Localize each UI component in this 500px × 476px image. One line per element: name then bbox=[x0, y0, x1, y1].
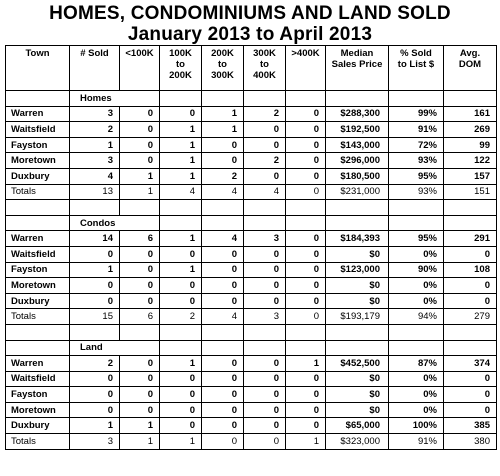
cell-town: Moretown bbox=[6, 402, 70, 418]
col-100-200 bbox=[160, 46, 202, 91]
cell-town: Duxbury bbox=[6, 293, 70, 309]
cell-town: Warren bbox=[6, 356, 70, 372]
empty-cell bbox=[160, 340, 202, 356]
cell-dom: 0 bbox=[444, 293, 497, 309]
cell-r1: 0 bbox=[160, 418, 202, 434]
report-title: HOMES, CONDOMINIUMS AND LAND SOLD bbox=[49, 3, 451, 24]
col-median-l1: Median bbox=[340, 48, 374, 59]
cell-r1: 1 bbox=[160, 137, 202, 153]
totals-dom: 380 bbox=[444, 434, 497, 450]
totals-town: Totals bbox=[6, 434, 70, 450]
cell-gt400: 0 bbox=[286, 153, 326, 169]
section-label-row bbox=[6, 91, 497, 107]
report-subtitle: January 2013 to April 2013 bbox=[127, 24, 373, 45]
empty-cell bbox=[244, 91, 286, 107]
cell-median: $143,000 bbox=[326, 137, 389, 153]
totals-dom: 151 bbox=[444, 184, 497, 200]
cell-r1: 0 bbox=[160, 278, 202, 294]
cell-town: Fayston bbox=[6, 387, 70, 403]
empty-cell bbox=[6, 324, 70, 340]
cell-lt100: 1 bbox=[120, 168, 160, 184]
cell-r3: 0 bbox=[244, 293, 286, 309]
cell-r3: 0 bbox=[244, 122, 286, 138]
empty-cell bbox=[202, 324, 244, 340]
empty-cell bbox=[444, 200, 497, 216]
cell-lt100: 0 bbox=[120, 371, 160, 387]
sales-table bbox=[5, 45, 497, 450]
cell-sold: 0 bbox=[70, 371, 120, 387]
cell-pct: 93% bbox=[389, 153, 444, 169]
empty-cell bbox=[286, 91, 326, 107]
empty-cell bbox=[444, 215, 497, 231]
cell-r3: 0 bbox=[244, 262, 286, 278]
cell-r3: 2 bbox=[244, 153, 286, 169]
totals-r1: 1 bbox=[160, 434, 202, 450]
cell-median: $0 bbox=[326, 371, 389, 387]
cell-dom: 122 bbox=[444, 153, 497, 169]
cell-r1: 1 bbox=[160, 122, 202, 138]
cell-sold: 14 bbox=[70, 231, 120, 247]
table-row bbox=[6, 262, 497, 278]
cell-gt400: 0 bbox=[286, 418, 326, 434]
cell-gt400: 0 bbox=[286, 387, 326, 403]
cell-r2: 4 bbox=[202, 231, 244, 247]
cell-r2: 0 bbox=[202, 356, 244, 372]
cell-lt100: 1 bbox=[120, 418, 160, 434]
spacer-row bbox=[6, 324, 497, 340]
cell-median: $288,300 bbox=[326, 106, 389, 122]
col-200-300-l2: to bbox=[218, 59, 227, 70]
cell-gt400: 0 bbox=[286, 168, 326, 184]
cell-sold: 0 bbox=[70, 246, 120, 262]
empty-cell bbox=[70, 324, 120, 340]
cell-sold: 0 bbox=[70, 387, 120, 403]
cell-r1: 0 bbox=[160, 371, 202, 387]
cell-r1: 1 bbox=[160, 356, 202, 372]
empty-cell bbox=[326, 91, 389, 107]
empty-cell bbox=[202, 340, 244, 356]
empty-cell bbox=[389, 91, 444, 107]
cell-median: $123,000 bbox=[326, 262, 389, 278]
cell-r2: 0 bbox=[202, 246, 244, 262]
cell-town: Moretown bbox=[6, 278, 70, 294]
empty-cell bbox=[160, 324, 202, 340]
spacer-row bbox=[6, 200, 497, 216]
col-100-200-l2: to bbox=[176, 59, 185, 70]
empty-cell bbox=[389, 215, 444, 231]
table-row bbox=[6, 356, 497, 372]
col-100-200-l3: 200K bbox=[169, 70, 192, 81]
cell-r2: 0 bbox=[202, 153, 244, 169]
cell-town: Warren bbox=[6, 106, 70, 122]
cell-gt400: 0 bbox=[286, 278, 326, 294]
col-200-300 bbox=[202, 46, 244, 91]
table-row bbox=[6, 137, 497, 153]
totals-sold: 15 bbox=[70, 309, 120, 325]
cell-r2: 0 bbox=[202, 371, 244, 387]
cell-sold: 4 bbox=[70, 168, 120, 184]
cell-gt400: 0 bbox=[286, 231, 326, 247]
cell-pct: 95% bbox=[389, 231, 444, 247]
empty-cell bbox=[160, 215, 202, 231]
cell-pct: 72% bbox=[389, 137, 444, 153]
col-sold: # Sold bbox=[70, 46, 120, 91]
cell-r1: 0 bbox=[160, 293, 202, 309]
col-300-400-l2: to bbox=[260, 59, 269, 70]
cell-r3: 0 bbox=[244, 402, 286, 418]
cell-r3: 0 bbox=[244, 246, 286, 262]
empty-cell bbox=[326, 340, 389, 356]
empty-cell bbox=[244, 340, 286, 356]
cell-sold: 0 bbox=[70, 402, 120, 418]
col-200-300-l1: 200K bbox=[211, 48, 234, 59]
cell-r3: 0 bbox=[244, 387, 286, 403]
cell-r2: 1 bbox=[202, 106, 244, 122]
totals-lt100: 6 bbox=[120, 309, 160, 325]
empty-cell bbox=[444, 340, 497, 356]
empty-cell bbox=[326, 200, 389, 216]
totals-median: $323,000 bbox=[326, 434, 389, 450]
col-300-400-l3: 400K bbox=[253, 70, 276, 81]
totals-town: Totals bbox=[6, 184, 70, 200]
cell-lt100: 0 bbox=[120, 137, 160, 153]
cell-pct: 87% bbox=[389, 356, 444, 372]
table-row bbox=[6, 106, 497, 122]
col-dom-l2: DOM bbox=[458, 59, 482, 70]
cell-r2: 0 bbox=[202, 402, 244, 418]
empty-cell bbox=[444, 324, 497, 340]
empty-cell bbox=[444, 91, 497, 107]
table-row bbox=[6, 231, 497, 247]
cell-r3: 2 bbox=[244, 106, 286, 122]
cell-town: Waitsfield bbox=[6, 122, 70, 138]
cell-lt100: 0 bbox=[120, 106, 160, 122]
cell-pct: 91% bbox=[389, 122, 444, 138]
col-median bbox=[326, 46, 389, 91]
section-label: Land bbox=[70, 340, 160, 356]
col-200-300-l3: 300K bbox=[211, 70, 234, 81]
empty-cell bbox=[70, 200, 120, 216]
cell-r1: 0 bbox=[160, 246, 202, 262]
table-row bbox=[6, 387, 497, 403]
cell-gt400: 1 bbox=[286, 356, 326, 372]
totals-dom: 279 bbox=[444, 309, 497, 325]
cell-dom: 0 bbox=[444, 246, 497, 262]
cell-gt400: 0 bbox=[286, 371, 326, 387]
table-row bbox=[6, 278, 497, 294]
cell-dom: 0 bbox=[444, 278, 497, 294]
cell-dom: 385 bbox=[444, 418, 497, 434]
cell-r1: 1 bbox=[160, 168, 202, 184]
empty-cell bbox=[286, 200, 326, 216]
empty-cell bbox=[202, 200, 244, 216]
totals-pct: 93% bbox=[389, 184, 444, 200]
empty-cell bbox=[326, 215, 389, 231]
cell-dom: 291 bbox=[444, 231, 497, 247]
cell-median: $65,000 bbox=[326, 418, 389, 434]
cell-gt400: 0 bbox=[286, 137, 326, 153]
cell-r3: 3 bbox=[244, 231, 286, 247]
table-row bbox=[6, 122, 497, 138]
col-avg-dom bbox=[444, 46, 497, 91]
cell-dom: 99 bbox=[444, 137, 497, 153]
cell-median: $0 bbox=[326, 387, 389, 403]
cell-pct: 90% bbox=[389, 262, 444, 278]
section-label-row bbox=[6, 215, 497, 231]
table-row bbox=[6, 153, 497, 169]
cell-r3: 0 bbox=[244, 168, 286, 184]
cell-gt400: 0 bbox=[286, 106, 326, 122]
cell-sold: 0 bbox=[70, 293, 120, 309]
totals-r3: 0 bbox=[244, 434, 286, 450]
cell-lt100: 0 bbox=[120, 246, 160, 262]
totals-gt400: 0 bbox=[286, 309, 326, 325]
cell-dom: 161 bbox=[444, 106, 497, 122]
cell-dom: 108 bbox=[444, 262, 497, 278]
table-row bbox=[6, 168, 497, 184]
totals-r2: 0 bbox=[202, 434, 244, 450]
cell-pct: 0% bbox=[389, 293, 444, 309]
totals-row bbox=[6, 184, 497, 200]
cell-lt100: 0 bbox=[120, 262, 160, 278]
cell-sold: 3 bbox=[70, 153, 120, 169]
totals-median: $231,000 bbox=[326, 184, 389, 200]
totals-sold: 3 bbox=[70, 434, 120, 450]
empty-cell bbox=[6, 340, 70, 356]
totals-row bbox=[6, 309, 497, 325]
table-body bbox=[6, 91, 497, 450]
cell-gt400: 0 bbox=[286, 293, 326, 309]
cell-pct: 0% bbox=[389, 402, 444, 418]
empty-cell bbox=[202, 215, 244, 231]
empty-cell bbox=[244, 200, 286, 216]
cell-median: $0 bbox=[326, 246, 389, 262]
empty-cell bbox=[6, 91, 70, 107]
cell-pct: 95% bbox=[389, 168, 444, 184]
cell-gt400: 0 bbox=[286, 122, 326, 138]
cell-lt100: 0 bbox=[120, 356, 160, 372]
cell-gt400: 0 bbox=[286, 262, 326, 278]
cell-lt100: 0 bbox=[120, 387, 160, 403]
table-row bbox=[6, 418, 497, 434]
cell-r3: 0 bbox=[244, 278, 286, 294]
col-town: Town bbox=[6, 46, 70, 91]
empty-cell bbox=[286, 215, 326, 231]
col-lt100: <100K bbox=[120, 46, 160, 91]
cell-r1: 1 bbox=[160, 262, 202, 278]
cell-r2: 0 bbox=[202, 137, 244, 153]
empty-cell bbox=[120, 200, 160, 216]
cell-r2: 0 bbox=[202, 262, 244, 278]
totals-pct: 94% bbox=[389, 309, 444, 325]
totals-town: Totals bbox=[6, 309, 70, 325]
cell-sold: 0 bbox=[70, 278, 120, 294]
empty-cell bbox=[160, 200, 202, 216]
totals-gt400: 0 bbox=[286, 184, 326, 200]
cell-r3: 0 bbox=[244, 371, 286, 387]
cell-lt100: 0 bbox=[120, 278, 160, 294]
totals-r1: 2 bbox=[160, 309, 202, 325]
totals-r2: 4 bbox=[202, 309, 244, 325]
col-gt400: >400K bbox=[286, 46, 326, 91]
table-row bbox=[6, 246, 497, 262]
cell-r3: 0 bbox=[244, 356, 286, 372]
cell-lt100: 0 bbox=[120, 122, 160, 138]
col-300-400-l1: 300K bbox=[253, 48, 276, 59]
col-100-200-l1: 100K bbox=[169, 48, 192, 59]
totals-r2: 4 bbox=[202, 184, 244, 200]
cell-town: Fayston bbox=[6, 137, 70, 153]
section-label-row bbox=[6, 340, 497, 356]
empty-cell bbox=[389, 200, 444, 216]
section-label: Condos bbox=[70, 215, 160, 231]
cell-sold: 2 bbox=[70, 122, 120, 138]
cell-median: $0 bbox=[326, 293, 389, 309]
totals-lt100: 1 bbox=[120, 184, 160, 200]
totals-sold: 13 bbox=[70, 184, 120, 200]
cell-dom: 0 bbox=[444, 371, 497, 387]
totals-gt400: 1 bbox=[286, 434, 326, 450]
cell-median: $452,500 bbox=[326, 356, 389, 372]
cell-pct: 0% bbox=[389, 246, 444, 262]
table-row bbox=[6, 402, 497, 418]
empty-cell bbox=[389, 340, 444, 356]
empty-cell bbox=[326, 324, 389, 340]
cell-r1: 0 bbox=[160, 387, 202, 403]
cell-town: Waitsfield bbox=[6, 371, 70, 387]
cell-town: Waitsfield bbox=[6, 246, 70, 262]
cell-sold: 1 bbox=[70, 262, 120, 278]
cell-pct: 99% bbox=[389, 106, 444, 122]
header-row bbox=[6, 46, 497, 91]
col-pct-sold bbox=[389, 46, 444, 91]
cell-median: $296,000 bbox=[326, 153, 389, 169]
cell-town: Duxbury bbox=[6, 168, 70, 184]
cell-lt100: 0 bbox=[120, 153, 160, 169]
cell-town: Moretown bbox=[6, 153, 70, 169]
cell-gt400: 0 bbox=[286, 402, 326, 418]
cell-r3: 0 bbox=[244, 137, 286, 153]
empty-cell bbox=[202, 91, 244, 107]
cell-r3: 0 bbox=[244, 418, 286, 434]
table-row bbox=[6, 371, 497, 387]
cell-dom: 157 bbox=[444, 168, 497, 184]
cell-dom: 0 bbox=[444, 387, 497, 403]
cell-r1: 1 bbox=[160, 153, 202, 169]
cell-r2: 0 bbox=[202, 278, 244, 294]
cell-town: Warren bbox=[6, 231, 70, 247]
cell-r1: 0 bbox=[160, 106, 202, 122]
col-300-400 bbox=[244, 46, 286, 91]
cell-median: $192,500 bbox=[326, 122, 389, 138]
empty-cell bbox=[286, 340, 326, 356]
totals-r3: 3 bbox=[244, 309, 286, 325]
cell-pct: 0% bbox=[389, 371, 444, 387]
table-row bbox=[6, 293, 497, 309]
empty-cell bbox=[286, 324, 326, 340]
col-pct-l1: % Sold bbox=[400, 48, 432, 59]
cell-dom: 0 bbox=[444, 402, 497, 418]
cell-lt100: 6 bbox=[120, 231, 160, 247]
cell-r2: 0 bbox=[202, 293, 244, 309]
cell-town: Fayston bbox=[6, 262, 70, 278]
totals-pct: 91% bbox=[389, 434, 444, 450]
totals-median: $193,179 bbox=[326, 309, 389, 325]
empty-cell bbox=[6, 200, 70, 216]
cell-dom: 269 bbox=[444, 122, 497, 138]
totals-lt100: 1 bbox=[120, 434, 160, 450]
cell-median: $180,500 bbox=[326, 168, 389, 184]
cell-median: $0 bbox=[326, 402, 389, 418]
cell-lt100: 0 bbox=[120, 402, 160, 418]
cell-median: $0 bbox=[326, 278, 389, 294]
cell-sold: 3 bbox=[70, 106, 120, 122]
empty-cell bbox=[160, 91, 202, 107]
cell-pct: 100% bbox=[389, 418, 444, 434]
cell-dom: 374 bbox=[444, 356, 497, 372]
cell-r2: 2 bbox=[202, 168, 244, 184]
cell-gt400: 0 bbox=[286, 246, 326, 262]
empty-cell bbox=[244, 215, 286, 231]
totals-row bbox=[6, 434, 497, 450]
col-median-l2: Sales Price bbox=[331, 59, 383, 70]
cell-town: Duxbury bbox=[6, 418, 70, 434]
cell-r2: 0 bbox=[202, 387, 244, 403]
empty-cell bbox=[6, 215, 70, 231]
totals-r3: 4 bbox=[244, 184, 286, 200]
empty-cell bbox=[120, 324, 160, 340]
section-label: Homes bbox=[70, 91, 160, 107]
cell-sold: 2 bbox=[70, 356, 120, 372]
cell-r1: 1 bbox=[160, 231, 202, 247]
empty-cell bbox=[244, 324, 286, 340]
cell-lt100: 0 bbox=[120, 293, 160, 309]
totals-r1: 4 bbox=[160, 184, 202, 200]
cell-pct: 0% bbox=[389, 278, 444, 294]
cell-sold: 1 bbox=[70, 137, 120, 153]
empty-cell bbox=[389, 324, 444, 340]
cell-r1: 0 bbox=[160, 402, 202, 418]
cell-median: $184,393 bbox=[326, 231, 389, 247]
cell-r2: 0 bbox=[202, 418, 244, 434]
cell-sold: 1 bbox=[70, 418, 120, 434]
cell-r2: 1 bbox=[202, 122, 244, 138]
cell-pct: 0% bbox=[389, 387, 444, 403]
col-dom-l1: Avg. bbox=[459, 48, 481, 59]
col-pct-l2: to List $ bbox=[397, 59, 435, 70]
